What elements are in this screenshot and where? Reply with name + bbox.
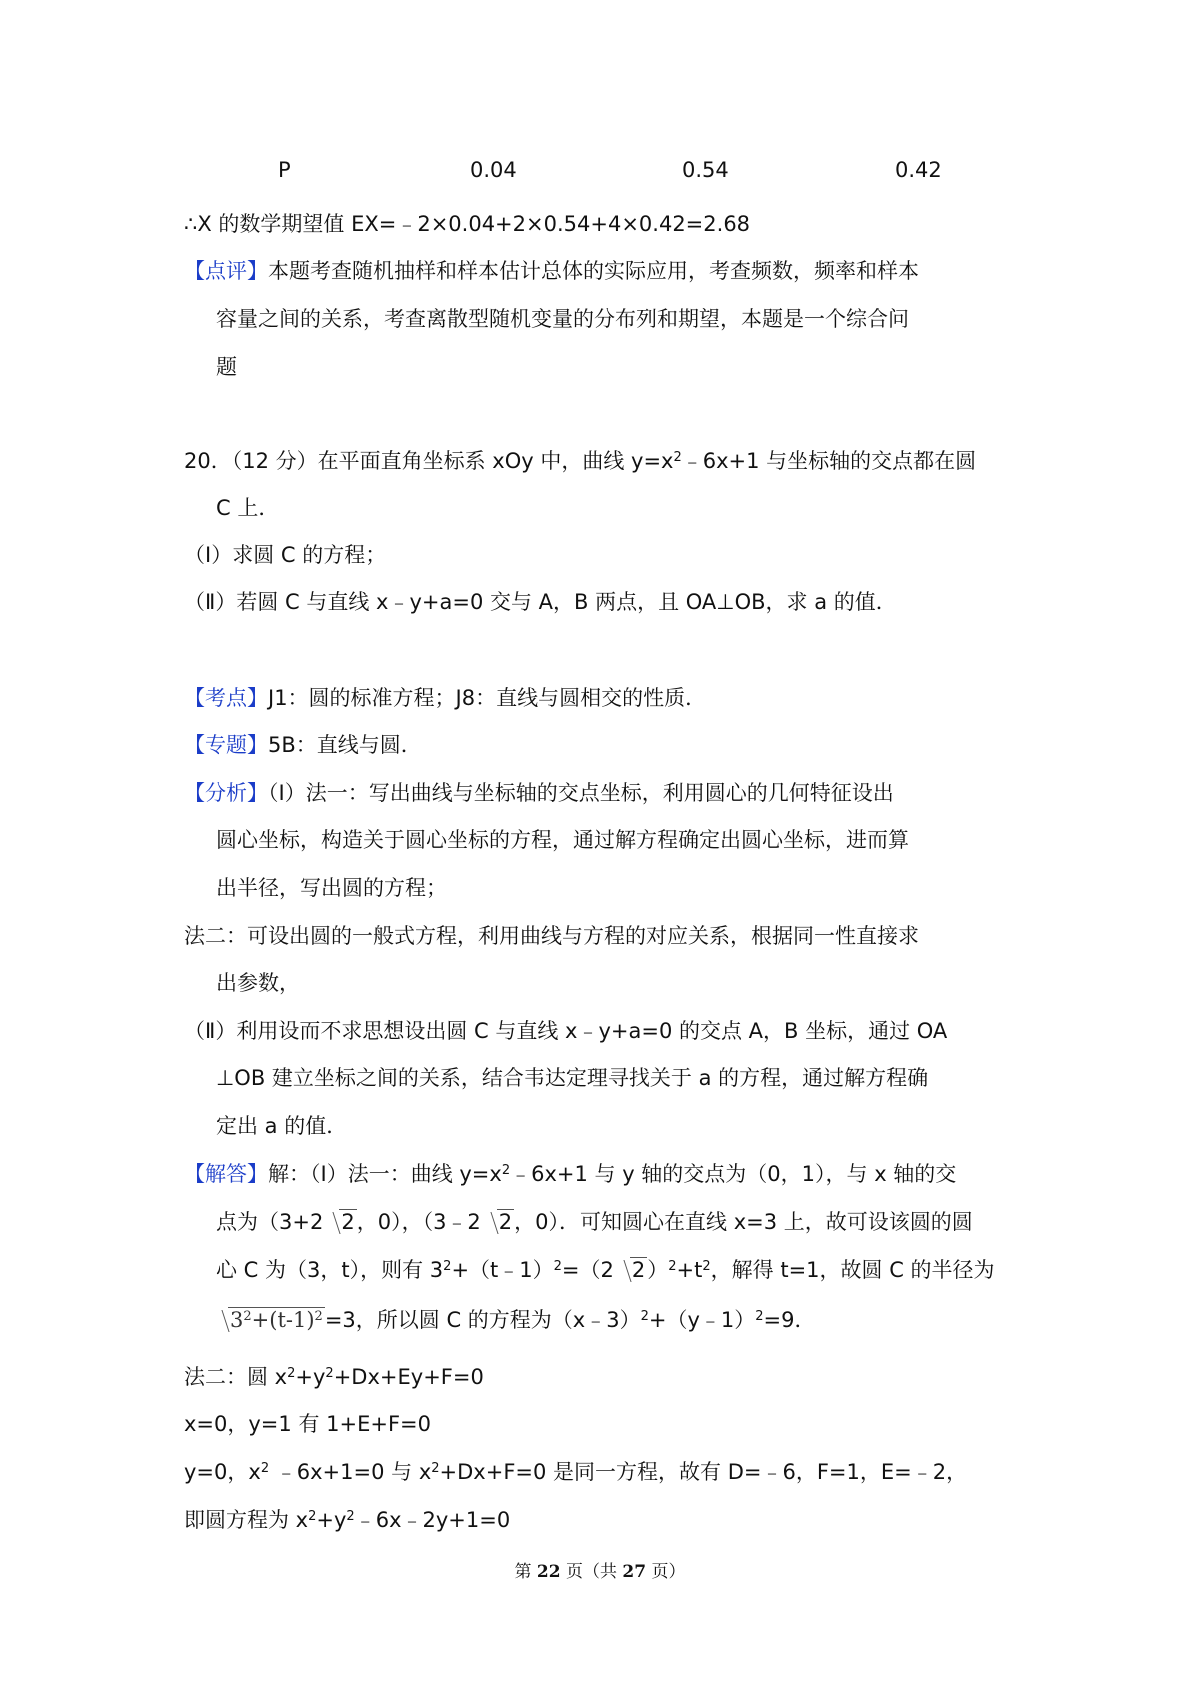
kaodian-text: J1：圆的标准方程；J8：直线与圆相交的性质． [268,686,707,710]
sqrt-symbol [212,1305,325,1335]
method2-text: ﹣6x+1=0 与 x [269,1460,432,1484]
fenxi-tag: 【分析】 [184,781,268,805]
problem-line-2: C 上． [216,496,280,520]
jieda-text-1a: 解：（Ⅰ）法一：曲线 y=x [268,1162,502,1186]
review-line-3: 题 [216,355,237,379]
jieda-exp: 2 [553,1258,562,1274]
radicand-text: +(t-1) [251,1308,315,1332]
jieda-line-4 [212,1305,816,1335]
fenxi-line-1 [184,778,894,808]
zhuanti-line [184,730,422,760]
method2-line-1 [184,1362,484,1392]
method2-text: 法二：圆 x [184,1365,288,1389]
method2-exp: 2 [346,1508,355,1524]
prob-value-3: 0.42 [895,158,942,182]
method2-text: +y [295,1365,326,1389]
jieda-text-4b: +（y﹣1） [648,1308,756,1332]
jieda-text-3f: ，解得 t=1，故圆 C 的半径为 [710,1258,995,1282]
jieda-text-3e: +t [676,1258,703,1282]
sqrt-radicand: 2 [498,1210,513,1234]
problem-line-1 [184,446,976,476]
method2-text: y=0，x [184,1460,261,1484]
jieda-text-2a: 点为（3+2 [216,1210,324,1234]
zhuanti-text: 5B：直线与圆． [268,733,422,757]
footer-text: 页（共 [566,1562,617,1582]
method2-text: +y [316,1508,347,1532]
jieda-line-1 [184,1159,956,1189]
kaodian-line [184,683,706,713]
prob-label: P [278,158,291,182]
jieda-text-4c: =9． [763,1308,816,1332]
jieda-exp: 2 [640,1308,649,1324]
jieda-exp-1: 2 [501,1162,511,1178]
jieda-text-3c: =（2 [561,1258,614,1282]
jieda-exp: 2 [755,1308,764,1324]
problem-part-1: （Ⅰ）求圆 C 的方程； [184,543,387,567]
method2-text: +Dx+Ey+F=0 [333,1365,484,1389]
review-tag: 【点评】 [184,259,268,283]
jieda-line-2 [216,1207,973,1237]
jieda-line-3 [216,1255,995,1285]
fenxi-line-8: 定出 a 的值． [216,1114,348,1138]
sqrt-symbol [614,1255,647,1285]
jieda-tag: 【解答】 [184,1162,268,1186]
fenxi-line-6: （Ⅱ）利用设而不求思想设出圆 C 与直线 x﹣y+a=0 的交点 A，B 坐标，通过 OA [184,1019,948,1043]
sqrt-symbol [481,1207,514,1237]
jieda-text-3a: 心 C 为（3，t），则有 3 [216,1258,444,1282]
method2-text: ﹣6x﹣2y+1=0 [354,1508,511,1532]
fenxi-text-1: （Ⅰ）法一：写出曲线与坐标轴的交点坐标，利用圆心的几何特征设出 [268,781,894,805]
zhuanti-tag: 【专题】 [184,733,268,757]
sqrt-radicand: 2 [341,1210,355,1234]
footer-text: 页） [651,1562,686,1582]
radicand-exp: 2 [314,1308,323,1324]
footer-page-number: 22 [536,1562,561,1582]
radicand-exp: 2 [243,1308,252,1324]
expectation-line: ∴X 的数学期望值 EX=﹣2×0.04+2×0.54+4×0.42=2.68 [184,212,751,236]
jieda-exp: 2 [668,1258,677,1274]
jieda-exp: 2 [443,1258,452,1274]
fenxi-line-4: 法二：可设出圆的一般式方程，利用曲线与方程的对应关系，根据同一性直接求 [184,924,919,948]
problem-exponent: 2 [673,449,682,465]
jieda-text-2b: ，0），（3﹣2 [356,1210,481,1234]
jieda-text-3d: ） [647,1258,669,1282]
method2-exp: 2 [431,1460,440,1476]
fenxi-line-5: 出参数， [216,971,300,995]
jieda-text-3b: +（t﹣1） [451,1258,554,1282]
method2-line-3 [184,1457,967,1487]
kaodian-tag: 【考点】 [184,686,268,710]
method2-exp: 2 [325,1365,334,1381]
review-line-1 [184,256,919,286]
sqrt-radicand [228,1307,325,1332]
problem-part-2: （Ⅱ）若圆 C 与直线 x﹣y+a=0 交与 A，B 两点，且 OA⊥OB，求 a 的值． [184,590,897,614]
prob-value-1: 0.04 [470,158,517,182]
fenxi-line-3: 出半径，写出圆的方程； [216,876,447,900]
problem-text-a: 20．（12 分）在平面直角坐标系 xOy 中，曲线 y=x [184,449,674,473]
method2-line-2: x=0，y=1 有 1+E+F=0 [184,1412,431,1436]
method2-exp: 2 [308,1508,317,1524]
method2-text: +Dx+F=0 是同一方程，故有 D=﹣6，F=1，E=﹣2， [439,1460,968,1484]
fenxi-line-7: ⊥OB 建立坐标之间的关系，结合韦达定理寻找关于 a 的方程，通过解方程确 [216,1066,929,1090]
footer-text: 第 [514,1562,532,1582]
prob-value-2: 0.54 [682,158,729,182]
footer-total-pages: 27 [622,1562,647,1582]
sqrt-radicand: 2 [631,1258,646,1282]
radicand-text: 3 [230,1308,244,1332]
fenxi-line-2: 圆心坐标，构造关于圆心坐标的方程，通过解方程确定出圆心坐标，进而算 [216,828,909,852]
method2-line-4 [184,1505,510,1535]
method2-text: 即圆方程为 x [184,1508,309,1532]
jieda-text-4a: =3，所以圆 C 的方程为（x﹣3） [324,1308,641,1332]
method2-exp: 2 [260,1460,270,1476]
sqrt-symbol [323,1207,356,1237]
method2-exp: 2 [287,1365,296,1381]
problem-text-b: ﹣6x+1 与坐标轴的交点都在圆 [681,449,977,473]
review-text-1: 本题考查随机抽样和样本估计总体的实际应用，考查频数，频率和样本 [268,259,919,283]
jieda-text-2c: ，0）．可知圆心在直线 x=3 上，故可设该圆的圆 [514,1210,973,1234]
jieda-text-1b: ﹣6x+1 与 y 轴的交点为（0，1），与 x 轴的交 [510,1162,957,1186]
jieda-exp: 2 [702,1258,711,1274]
page-footer [0,1560,1200,1584]
review-line-2: 容量之间的关系，考查离散型随机变量的分布列和期望，本题是一个综合问 [216,307,909,331]
